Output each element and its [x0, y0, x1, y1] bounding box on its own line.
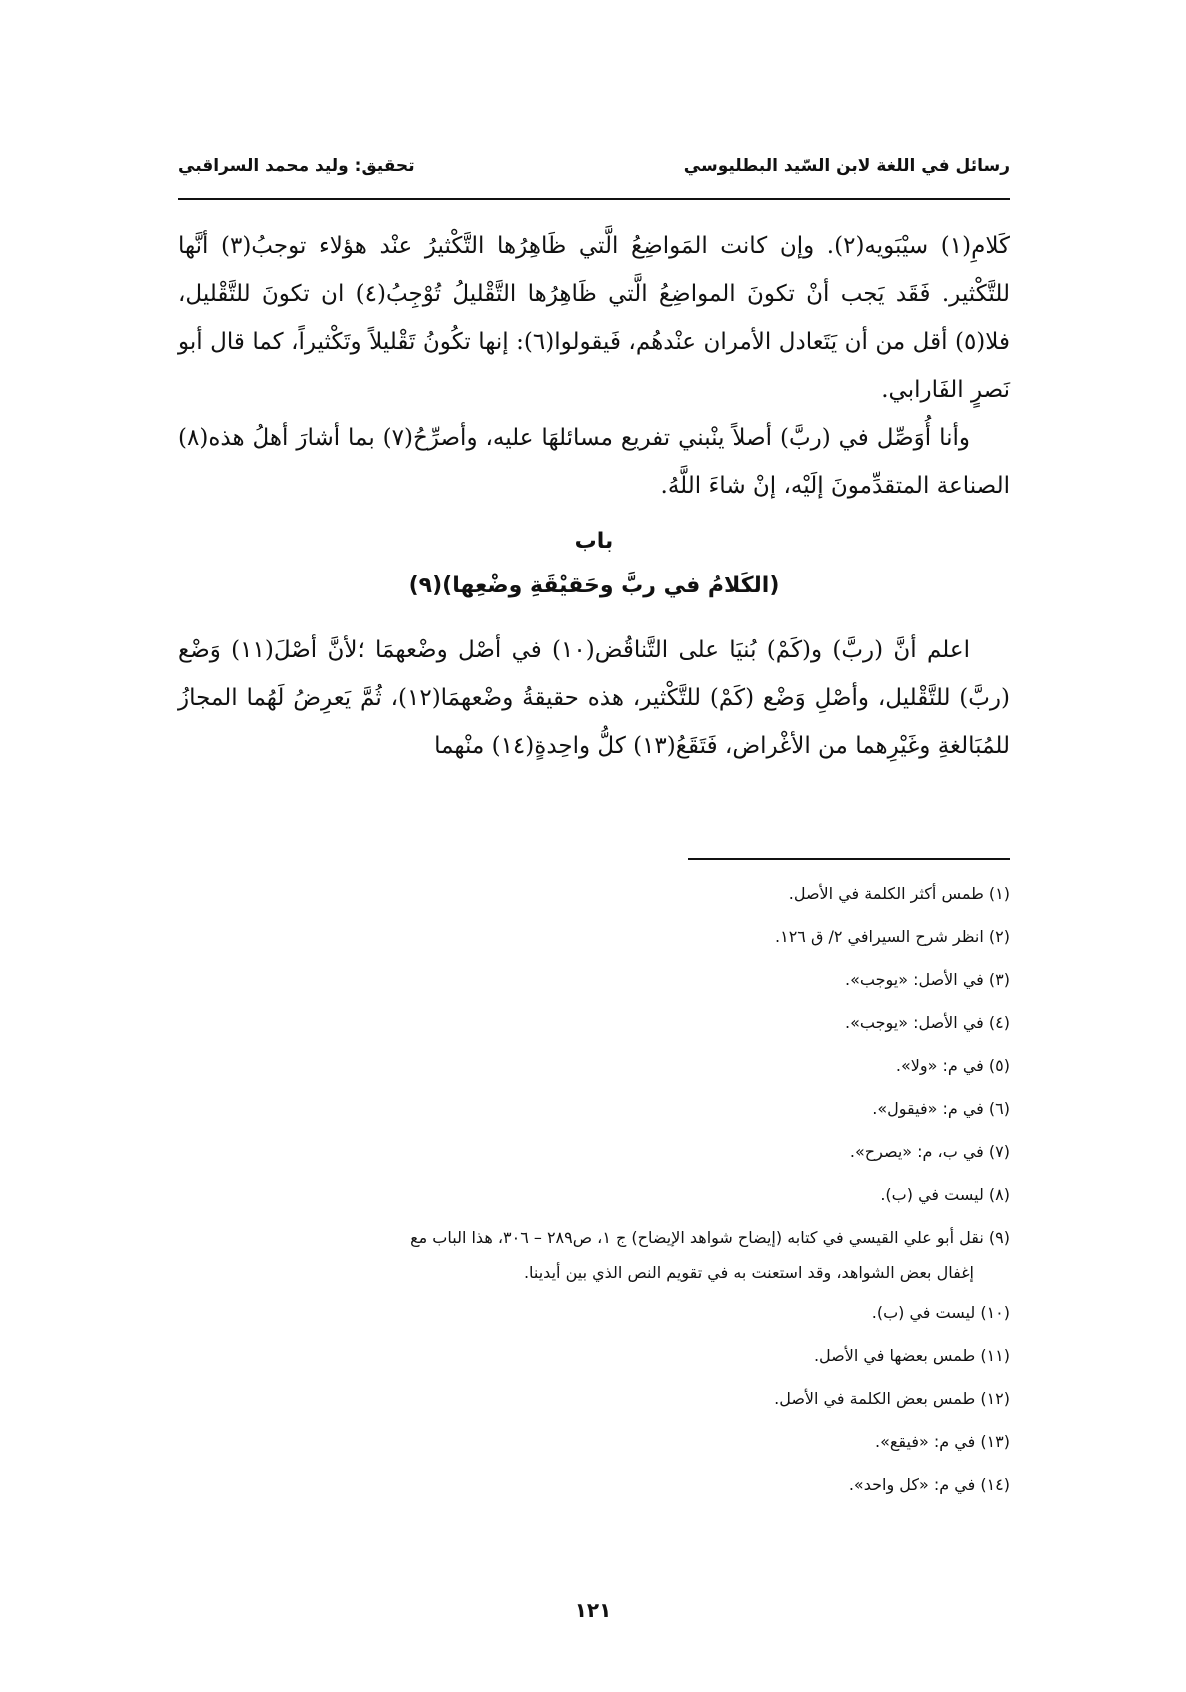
- footnote: (١٢) طمس بعض الكلمة في الأصل.: [774, 1389, 1010, 1408]
- section-subheading: (الكَلامُ في ربَّ وحَقيْقَةِ وضْعِها)(٩): [408, 573, 780, 598]
- footnote: (٣) في الأصل: «يوجب».: [845, 970, 1010, 989]
- book-title: رسائل في اللغة لابن السّيد البطليوسي: [683, 156, 1010, 176]
- footnote: (١٣) في م: «فيقع».: [875, 1432, 1010, 1451]
- footnote: (١٠) ليست في (ب).: [871, 1303, 1010, 1322]
- footnote: [178, 1216, 1010, 1291]
- footnote: (٦) في م: «فيقول».: [872, 1099, 1010, 1118]
- footnote: (٢) انظر شرح السيرافي ٢/ ق ١٢٦.: [775, 927, 1010, 946]
- footnote: (١) طمس أكثر الكلمة في الأصل.: [788, 884, 1010, 903]
- footnotes-list: [178, 872, 1010, 1506]
- running-header: [178, 156, 1010, 176]
- section-heading: باب: [574, 529, 614, 554]
- footnote-first-line: (٩) نقل أبو علي القيسي في كتابه (إيضاح شواهد الإيضاح) ج ١، ص٢٨٩ – ٣٠٦، هذا الباب مع: [410, 1228, 1010, 1247]
- footnote: (٧) في ب، م: «يصرح».: [849, 1142, 1010, 1161]
- paragraph: اعلم أنَّ (ربَّ) و(كَمْ) بُنيَا على التَّناقُض(١٠) في أصْل وضْعهمَا ؛لأنَّ أصْلَ(١١) وَضْع (ربَّ) للتَّقْليل، وأصْلِ وَضْع (كَمْ) للتَّكْثير، هذه حقيقةُ وضْعهمَا(١٢)، ثُمَّ يَعرِضُ لَهُما المجازُ للمُبَالغةِ وغَيْرِهما من الأغْراض، فَتَقَعُ(١٣) كلُّ واحِدةٍ(١٤) منْهما: [178, 637, 1010, 759]
- main-text: [178, 222, 1010, 770]
- footnote: (١٤) في م: «كل واحد».: [848, 1475, 1010, 1494]
- footnote: (٤) في الأصل: «يوجب».: [845, 1013, 1010, 1032]
- header-divider: [178, 198, 1010, 200]
- footnote: (١١) طمس بعضها في الأصل.: [813, 1346, 1010, 1365]
- page-number: ١٢١: [574, 1598, 612, 1622]
- paragraph: كَلامِ(١) سيْبَويه(٢). وإن كانت المَواضِعُ الَّتي ظَاهِرُها التَّكْثيرُ عنْد هؤلاء توجبُ(٣) أنَّها للتَّكْثير. فَقَد يَجب أنْ تكونَ المواضِعُ الَّتي ظَاهِرُها التَّقْليلُ تُوْجِبُ(٤) ان تكونَ للتَّقْليل، فلا(٥) أقل من أن يَتَعادل الأمران عنْدهُم، فَيقولوا(٦): إنها تكُونُ تَقْليلاً وتَكْثيراً، كما قال أبو نَصرٍ الفَارابي.: [178, 233, 1011, 403]
- footnote-divider: [688, 858, 1010, 860]
- footnote: (٨) ليست في (ب).: [880, 1185, 1010, 1204]
- footnote: (٥) في م: «ولا».: [895, 1056, 1010, 1075]
- editor-credit: تحقيق: وليد محمد السراقبي: [178, 156, 415, 176]
- footnote-continuation: إغفال بعض الشواهد، وقد استعنت به في تقويم النص الذي بين أيدينا.: [523, 1263, 974, 1282]
- paragraph: وأنا أُوَصِّل في (ربَّ) أصلاً ينْبني تفريع مسائلهَا عليه، وأصرِّحُ(٧) بما أشارَ أهلُ هذه(٨) الصناعة المتقدِّمونَ إلَيْه، إنْ شاءَ اللَّهُ.: [178, 425, 1010, 499]
